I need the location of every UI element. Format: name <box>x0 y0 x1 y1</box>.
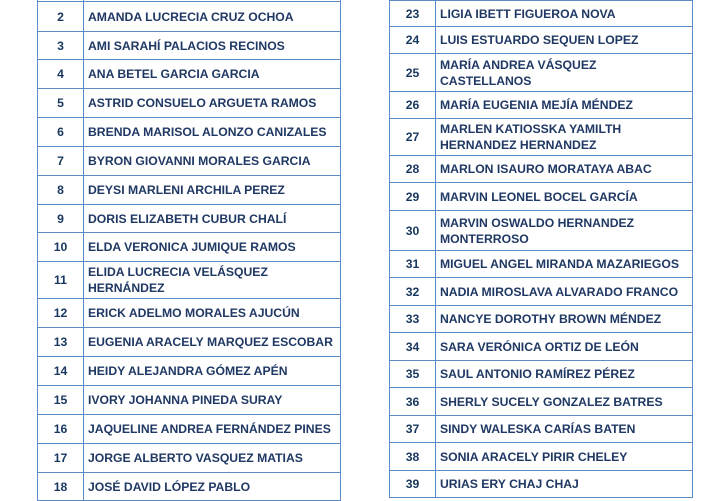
person-name: EUGENIA ARACELY MARQUEZ ESCOBAR <box>84 328 341 357</box>
row-number: 33 <box>390 306 436 333</box>
row-number: 3 <box>38 32 84 60</box>
row-number: 37 <box>390 416 436 443</box>
table-row <box>38 147 341 176</box>
person-name: URIAS ERY CHAJ CHAJ <box>436 471 693 498</box>
row-number: 4 <box>38 60 84 89</box>
person-name: JORGE ALBERTO VASQUEZ MATIAS <box>84 444 341 473</box>
person-name: SHERLY SUCELY GONZALEZ BATRES <box>436 388 693 416</box>
person-name: SONIA ARACELY PIRIR CHELEY <box>436 443 693 471</box>
table-row <box>38 89 341 118</box>
row-number: 6 <box>38 118 84 147</box>
row-number: 13 <box>38 328 84 357</box>
table-row <box>38 386 341 415</box>
table-row <box>390 183 693 211</box>
row-number: 14 <box>38 357 84 386</box>
person-name: HEIDY ALEJANDRA GÓMEZ APÉN <box>84 357 341 386</box>
table-row <box>390 54 693 92</box>
person-name: MIGUEL ANGEL MIRANDA MAZARIEGOS <box>436 251 693 278</box>
person-name: ANA BETEL GARCIA GARCIA <box>84 60 341 89</box>
row-number: 11 <box>38 262 84 299</box>
person-name: ELIDA LUCRECIA VELÁSQUEZ HERNÁNDEZ <box>84 262 341 299</box>
left-table-body <box>38 0 341 501</box>
person-name: SINDY WALESKA CARÍAS BATEN <box>436 416 693 443</box>
table-row <box>390 443 693 471</box>
table-row <box>38 262 341 299</box>
person-name: ASTRID CONSUELO ARGUETA RAMOS <box>84 89 341 118</box>
person-name: MARVIN LEONEL BOCEL GARCÍA <box>436 183 693 211</box>
right-names-table <box>389 0 693 498</box>
person-name: AMANDA LUCRECIA CRUZ OCHOA <box>84 2 341 32</box>
table-row <box>38 357 341 386</box>
table-row <box>390 1 693 27</box>
person-name: MARÍA ANDREA VÁSQUEZ CASTELLANOS <box>436 54 693 92</box>
table-row <box>390 119 693 156</box>
person-name: SARA VERÓNICA ORTIZ DE LEÓN <box>436 333 693 361</box>
person-name: MARLEN KATIOSSKA YAMILTH HERNANDEZ HERNANDEZ <box>436 119 693 156</box>
table-row <box>38 444 341 473</box>
person-name: JAQUELINE ANDREA FERNÁNDEZ PINES <box>84 415 341 444</box>
person-name: ERICK ADELMO MORALES AJUCÚN <box>84 299 341 328</box>
table-row <box>38 60 341 89</box>
row-number: 10 <box>38 233 84 262</box>
table-row <box>38 32 341 60</box>
row-number: 30 <box>390 211 436 251</box>
table-row <box>390 416 693 443</box>
table-row <box>38 415 341 444</box>
person-name: BRENDA MARISOL ALONZO CANIZALES <box>84 118 341 147</box>
person-name: MARÍA EUGENIA MEJÍA MÉNDEZ <box>436 92 693 119</box>
person-name: ELDA VERONICA JUMIQUE RAMOS <box>84 233 341 262</box>
row-number: 34 <box>390 333 436 361</box>
row-number: 15 <box>38 386 84 415</box>
person-name: LUIS ESTUARDO SEQUEN LOPEZ <box>436 27 693 54</box>
right-table-body <box>390 0 693 498</box>
table-row <box>390 278 693 306</box>
left-names-table <box>37 0 341 501</box>
table-row <box>390 156 693 183</box>
row-number: 38 <box>390 443 436 471</box>
table-row <box>38 299 341 328</box>
row-number: 28 <box>390 156 436 183</box>
table-row <box>38 2 341 32</box>
row-number: 26 <box>390 92 436 119</box>
person-name: DEYSI MARLENI ARCHILA PEREZ <box>84 176 341 205</box>
person-name: IVORY JOHANNA PINEDA SURAY <box>84 386 341 415</box>
row-number: 32 <box>390 278 436 306</box>
row-number: 12 <box>38 299 84 328</box>
table-row <box>390 333 693 361</box>
row-number: 35 <box>390 361 436 388</box>
table-row <box>390 27 693 54</box>
table-row <box>390 361 693 388</box>
row-number: 2 <box>38 2 84 32</box>
table-row <box>38 233 341 262</box>
person-name: NANCYE DOROTHY BROWN MÉNDEZ <box>436 306 693 333</box>
table-row <box>390 306 693 333</box>
person-name: SAUL ANTONIO RAMÍREZ PÉREZ <box>436 361 693 388</box>
person-name: MARVIN OSWALDO HERNANDEZ MONTERROSO <box>436 211 693 251</box>
row-number: 16 <box>38 415 84 444</box>
person-name: AMI SARAHÍ PALACIOS RECINOS <box>84 32 341 60</box>
table-row <box>390 211 693 251</box>
table-row <box>390 251 693 278</box>
row-number: 7 <box>38 147 84 176</box>
row-number: 39 <box>390 471 436 498</box>
row-number: 29 <box>390 183 436 211</box>
row-number: 36 <box>390 388 436 416</box>
table-row <box>38 118 341 147</box>
person-name: JOSÉ DAVID LÓPEZ PABLO <box>84 473 341 501</box>
person-name: BYRON GIOVANNI MORALES GARCIA <box>84 147 341 176</box>
row-number: 5 <box>38 89 84 118</box>
person-name: MARLON ISAURO MORATAYA ABAC <box>436 156 693 183</box>
row-number: 9 <box>38 205 84 233</box>
row-number: 27 <box>390 119 436 156</box>
table-row <box>390 388 693 416</box>
row-number: 18 <box>38 473 84 501</box>
table-row <box>38 205 341 233</box>
table-row <box>38 176 341 205</box>
row-number: 25 <box>390 54 436 92</box>
row-number: 24 <box>390 27 436 54</box>
person-name: NADIA MIROSLAVA ALVARADO FRANCO <box>436 278 693 306</box>
table-row <box>390 471 693 498</box>
table-row <box>38 473 341 501</box>
table-row <box>38 328 341 357</box>
person-name: DORIS ELIZABETH CUBUR CHALÍ <box>84 205 341 233</box>
row-number: 17 <box>38 444 84 473</box>
person-name: LIGIA IBETT FIGUEROA NOVA <box>436 1 693 27</box>
row-number: 31 <box>390 251 436 278</box>
row-number: 8 <box>38 176 84 205</box>
table-row <box>390 92 693 119</box>
row-number: 23 <box>390 1 436 27</box>
